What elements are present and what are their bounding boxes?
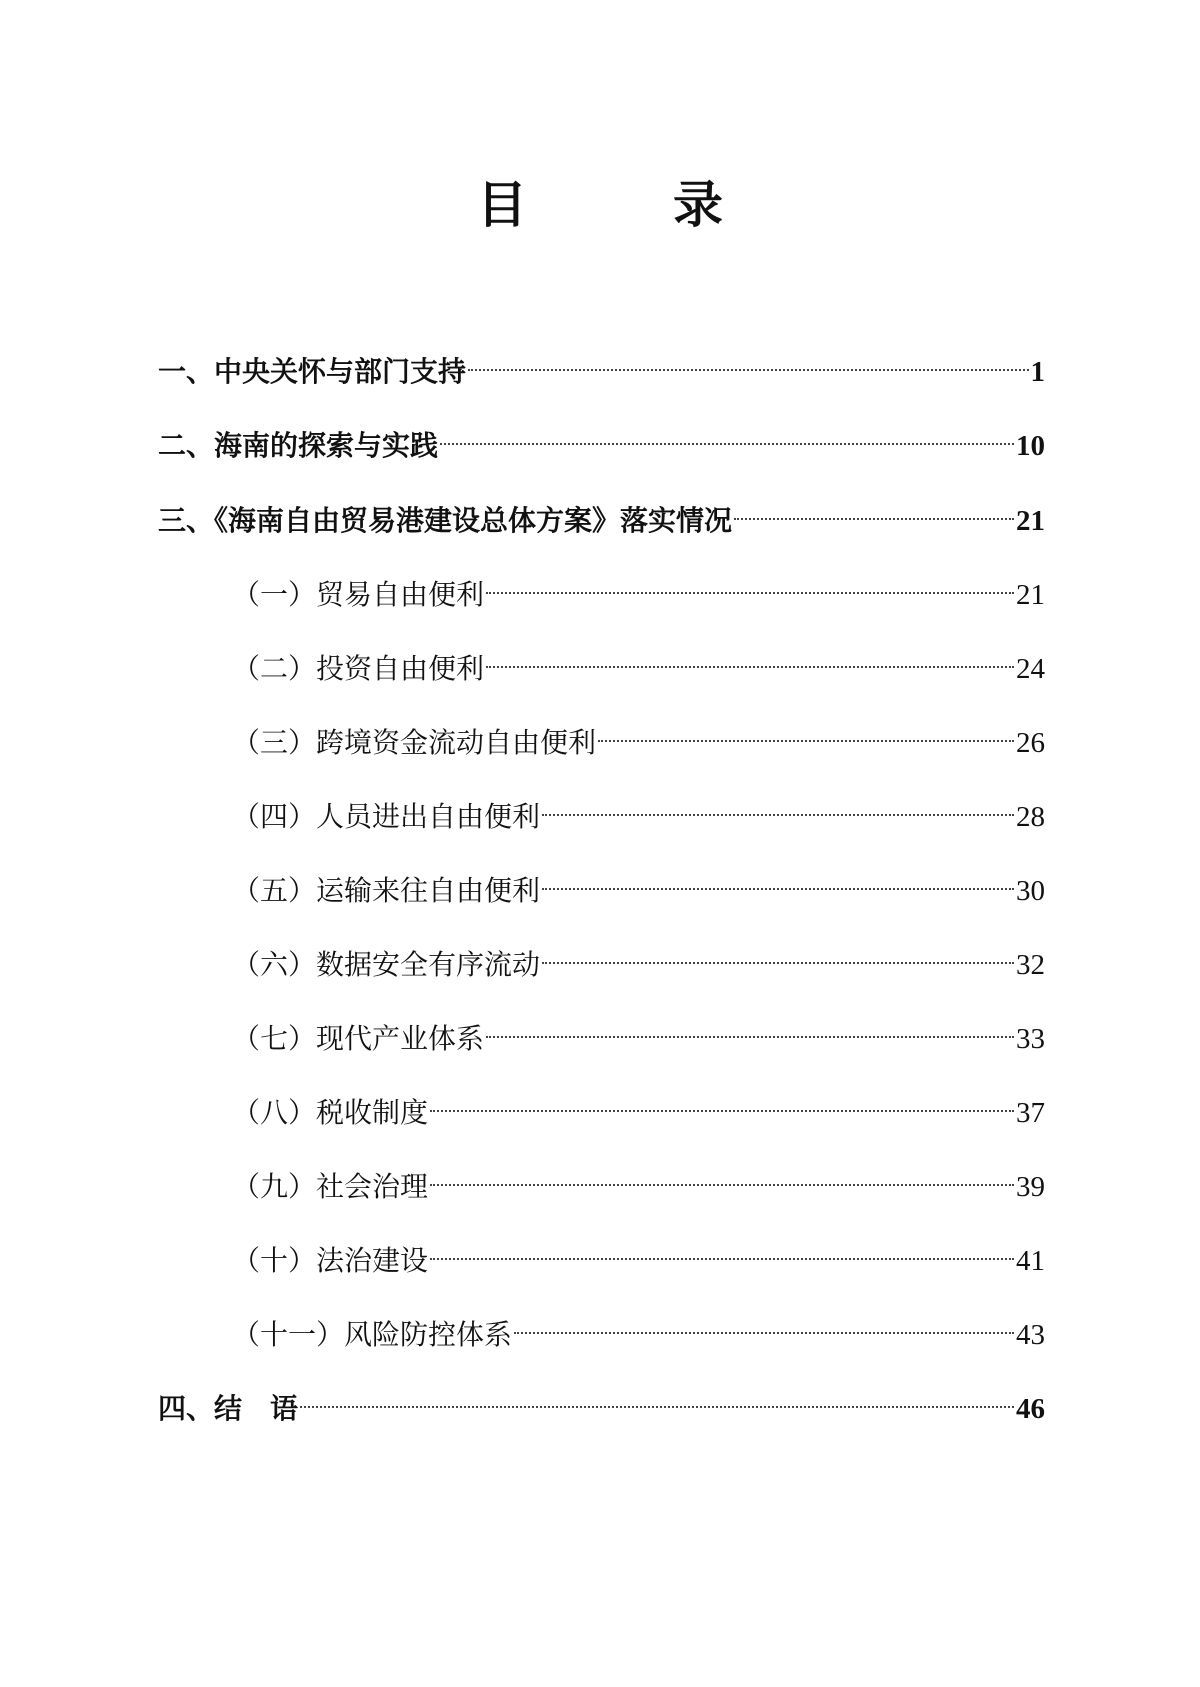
toc-entry-section-2[interactable]: [158, 411, 1045, 462]
toc-entry-page-number: 21: [1016, 579, 1045, 611]
toc-entry-label: （四）人员进出自由便利: [232, 800, 541, 833]
toc-entry-section-1[interactable]: [158, 337, 1045, 388]
page-title: 目 录: [477, 176, 771, 234]
toc-entry-label: 四、结 语: [158, 1392, 299, 1425]
toc-entry-label: （一）贸易自由便利: [232, 578, 485, 611]
toc-entry-subsection-1[interactable]: [232, 560, 1045, 611]
dot-leader: [430, 1152, 1014, 1196]
toc-entry-page-number: 1: [1030, 356, 1045, 388]
toc-entry-page-number: 21: [1016, 505, 1045, 537]
toc-entry-subsection-6[interactable]: [232, 930, 1045, 981]
toc-entry-subsection-8[interactable]: [232, 1078, 1045, 1129]
toc-entry-subsection-7[interactable]: [232, 1004, 1045, 1055]
toc-entry-label: （十）法治建设: [232, 1244, 429, 1277]
toc-entry-page-number: 24: [1016, 653, 1045, 685]
toc-entry-subsection-5[interactable]: [232, 856, 1045, 907]
toc-entry-label: 三、《海南自由贸易港建设总体方案》落实情况: [158, 504, 733, 537]
toc-entry-page-number: 10: [1016, 430, 1045, 462]
toc-entry-page-number: 46: [1016, 1393, 1045, 1425]
toc-entry-page-number: 37: [1016, 1097, 1045, 1129]
toc-entry-label: （五）运输来往自由便利: [232, 874, 541, 907]
toc-entry-page-number: 39: [1016, 1171, 1045, 1203]
dot-leader: [542, 856, 1014, 900]
toc-entry-page-number: 41: [1016, 1245, 1045, 1277]
toc-entry-page-number: 28: [1016, 801, 1045, 833]
toc-entry-section-3[interactable]: [158, 486, 1045, 537]
toc-entry-page-number: 43: [1016, 1319, 1045, 1351]
dot-leader: [300, 1374, 1014, 1418]
toc-entry-section-4[interactable]: [158, 1374, 1045, 1425]
toc-entry-page-number: 26: [1016, 727, 1045, 759]
dot-leader: [486, 634, 1014, 678]
dot-leader: [430, 1078, 1014, 1122]
dot-leader: [598, 708, 1014, 752]
toc-entry-subsection-11[interactable]: [232, 1300, 1045, 1351]
dot-leader: [542, 782, 1014, 826]
toc-entry-subsection-9[interactable]: [232, 1152, 1045, 1203]
toc-entry-label: （八）税收制度: [232, 1096, 429, 1129]
dot-leader: [430, 1226, 1014, 1270]
toc-entry-label: 一、中央关怀与部门支持: [158, 355, 467, 388]
toc-entry-label: （十一）风险防控体系: [232, 1318, 513, 1351]
dot-leader: [514, 1300, 1014, 1344]
toc-entry-label: （九）社会治理: [232, 1170, 429, 1203]
toc-entry-page-number: 30: [1016, 875, 1045, 907]
toc-entry-label: （二）投资自由便利: [232, 652, 485, 685]
toc-entry-label: （六）数据安全有序流动: [232, 948, 541, 981]
dot-leader: [486, 1004, 1014, 1048]
toc-entry-page-number: 32: [1016, 949, 1045, 981]
toc-entry-page-number: 33: [1016, 1023, 1045, 1055]
toc-entry-label: （三）跨境资金流动自由便利: [232, 726, 597, 759]
dot-leader: [468, 337, 1028, 381]
dot-leader: [734, 486, 1014, 530]
dot-leader: [542, 930, 1014, 974]
toc-entry-subsection-4[interactable]: [232, 782, 1045, 833]
toc-entry-label: 二、海南的探索与实践: [158, 429, 439, 462]
toc-entry-subsection-10[interactable]: [232, 1226, 1045, 1277]
dot-leader: [486, 560, 1014, 604]
toc-entry-subsection-2[interactable]: [232, 634, 1045, 685]
toc-entry-subsection-3[interactable]: [232, 708, 1045, 759]
toc-entry-label: （七）现代产业体系: [232, 1022, 485, 1055]
dot-leader: [440, 411, 1014, 455]
